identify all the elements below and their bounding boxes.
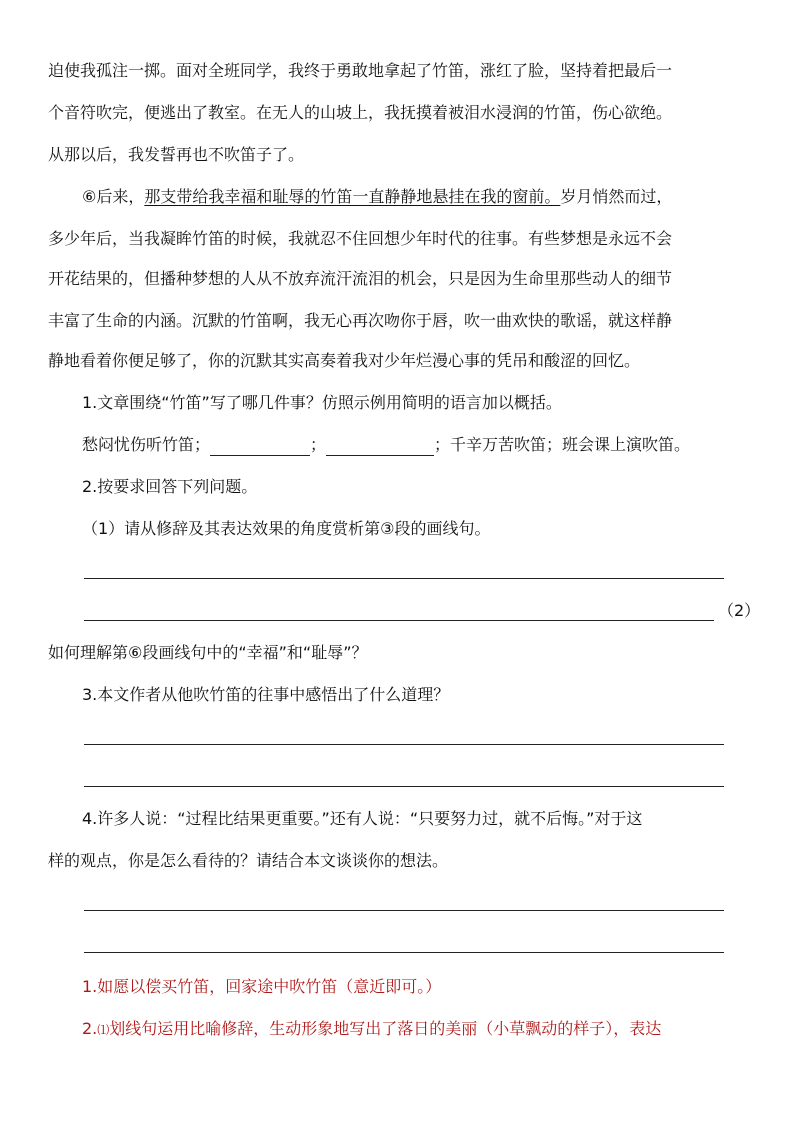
text-line: 丰富了生命的内涵。沉默的竹笛啊，我无心再次吻你于唇，吹一曲欢快的歌谣，就这样静: [48, 311, 673, 330]
question-text: 样的观点，你是怎么看待的？请结合本文谈谈你的想法。: [48, 851, 449, 870]
text-line: [82, 186, 672, 208]
blank-field-1[interactable]: [210, 437, 310, 456]
sub-number: ⑴: [97, 1023, 110, 1037]
text-line: 开花结果的，但播种梦想的人从不放弃流汗流泪的机会，只是因为生命里那些动人的细节: [48, 269, 673, 288]
text-line: 多少年后，当我凝眸竹笛的时候，我就忍不住回想少年时代的往事。有些梦想是永远不会: [48, 229, 673, 248]
answer-line[interactable]: [84, 744, 724, 745]
example-text: 愁闷忧伤听竹笛；: [82, 435, 211, 454]
answer-line[interactable]: [84, 910, 724, 911]
question-text: 1.文章围绕“竹笛”写了哪几件事？仿照示例用简明的语言加以概括。: [82, 393, 562, 412]
question-text: 3.本文作者从他吹竹笛的往事中感悟出了什么道理？: [82, 685, 450, 704]
sub-question-2: 如何理解第⑥段画线句中的“幸福”和“耻辱”？: [48, 643, 368, 662]
fill-in-row: [82, 434, 690, 456]
text-line: 从那以后，我发誓再也不吹笛子了。: [48, 145, 305, 164]
example-text: ；千辛万苦吹笛；班会课上演吹笛。: [434, 435, 691, 454]
answer-line[interactable]: [84, 578, 724, 579]
answer-2: [82, 1018, 661, 1041]
separator: ；: [310, 435, 327, 454]
answer-1: 1.如愿以偿买竹笛，回家途中吹竹笛（意近即可。）: [82, 977, 442, 996]
underlined-sentence: 那支带给我幸福和耻辱的竹笛一直静静地悬挂在我的窗前。: [144, 187, 561, 206]
answer-text: 划线句运用比喻修辞，生动形象地写出了落日的美丽（小草飘动的样子），表达: [109, 1019, 662, 1038]
text-segment: 岁月悄然而过，: [560, 187, 673, 206]
sub-question-1: （1）请从修辞及其表达效果的角度赏析第③段的画线句。: [82, 519, 491, 538]
text-line: 静地看着你便足够了，你的沉默其实高奏着我对少年烂漫心事的凭吊和酸涩的回忆。: [48, 351, 641, 370]
sub-question-2-number: （2）: [718, 601, 761, 620]
question-text: 2.按要求回答下列问题。: [82, 477, 258, 496]
answer-line[interactable]: [84, 952, 724, 953]
blank-field-2[interactable]: [326, 437, 434, 456]
text-line: 个音符吹完，便逃出了教室。在无人的山坡上，我抚摸着被泪水浸润的竹笛，伤心欲绝。: [48, 103, 673, 122]
paragraph-number: ⑥后来，: [82, 187, 145, 206]
answer-line[interactable]: [84, 620, 714, 621]
answer-line[interactable]: [84, 786, 724, 787]
question-text: 4.许多人说：“过程比结果更重要。”还有人说：“只要努力过，就不后悔。”对于这: [82, 809, 643, 828]
text-line: 迫使我孤注一掷。面对全班同学，我终于勇敢地拿起了竹笛，涨红了脸，坚持着把最后一: [48, 61, 673, 80]
answer-number: 2.: [82, 1019, 98, 1038]
